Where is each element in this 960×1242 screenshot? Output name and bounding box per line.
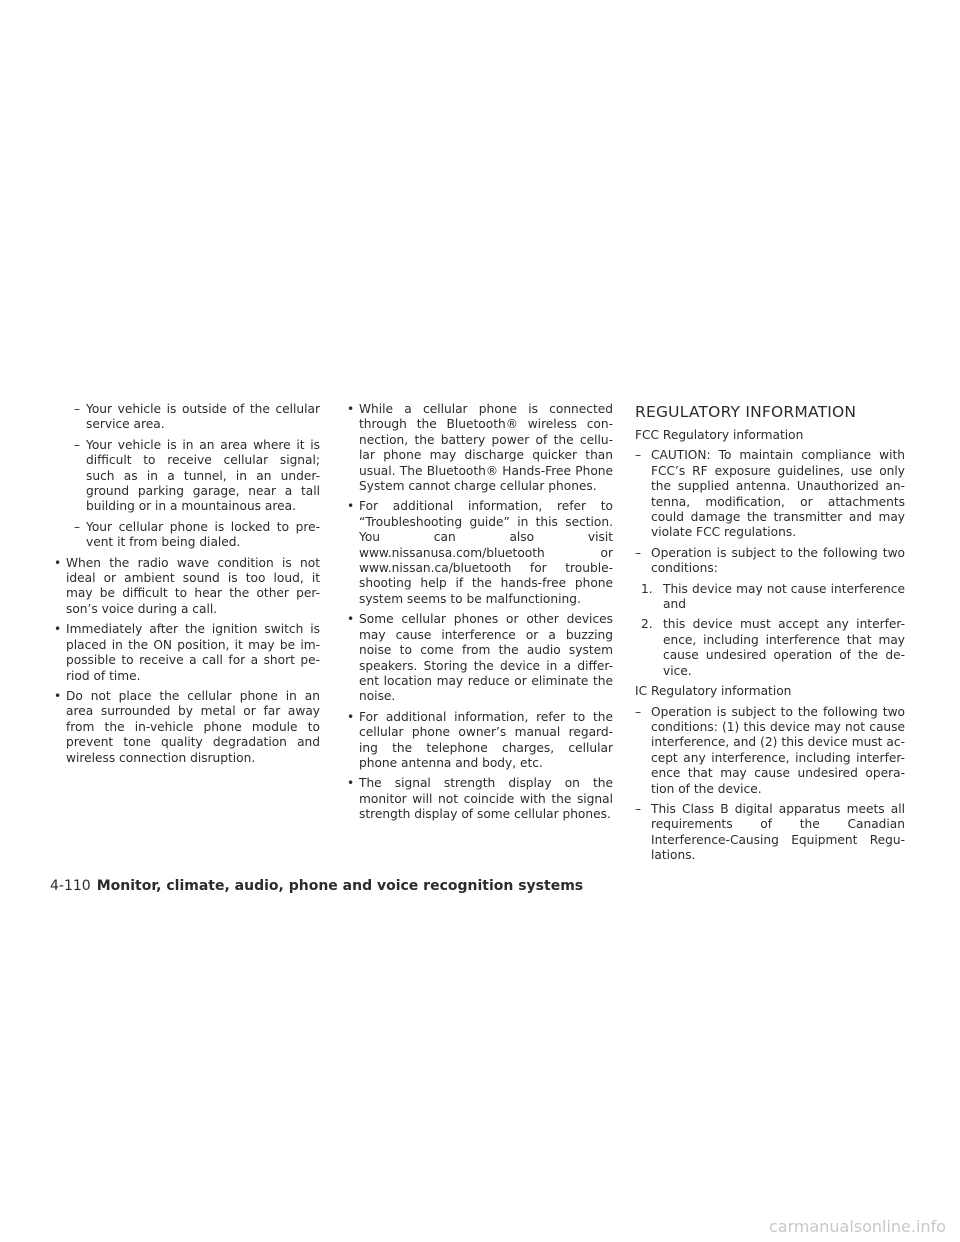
list-item-text: Your vehicle is outside of the cellular service area.	[86, 402, 320, 432]
bullet-marker: •	[54, 688, 62, 703]
list-item	[343, 776, 613, 822]
list-item-text: Immediately after the ignition switch is placed in the ON position, it may be im-possible to receive a call for a short pe-riod of time.	[66, 622, 320, 683]
list-item-text: For additional information, refer to “Troubleshooting guide” in this section. You can also visit www.nissanusa.com/bluetooth or www.nissan.ca/bluetooth for trouble-shooting help if the hands-free phone system seems to be malfunctioning.	[359, 499, 613, 606]
list-item-text: For additional information, refer to the cellular phone owner’s manual regard-ing the telephone charges, cellular phone antenna and body, etc.	[359, 709, 613, 770]
page-footer	[50, 877, 583, 895]
number-marker: 1.	[641, 581, 653, 596]
page-number: 4-110	[50, 878, 91, 894]
dash-marker: –	[635, 545, 642, 560]
bullet-marker: •	[347, 612, 355, 627]
list-item	[50, 402, 320, 433]
list-item-text: Your cellular phone is locked to pre-vent it from being dialed.	[86, 519, 320, 550]
list-item	[635, 448, 905, 540]
bullet-marker: •	[347, 499, 355, 514]
list-item-text: When the radio wave condition is not ideal or ambient sound is too loud, it may be difficult to hear the other per-son’s voice during a call.	[66, 555, 320, 616]
list-item-text: Operation is subject to the following two conditions:	[651, 545, 905, 576]
list-item-text: Your vehicle is in an area where it is difficult to receive cellular signal; such as in a tunnel, in an under-ground parking garage, near a tall building or in a mountainous area.	[86, 437, 320, 514]
list-item	[50, 556, 320, 618]
watermark: carmanualsonline.info	[768, 1217, 946, 1236]
dash-marker: –	[635, 448, 642, 463]
middle-column	[343, 402, 613, 828]
list-item	[635, 546, 905, 577]
list-item-text: Some cellular phones or other devices may cause interference or a buzzing noise to come from the audio system speakers. Storing the device in a differ-ent location may reduce or eliminate the noise.	[359, 612, 613, 704]
numbered-item	[635, 582, 905, 613]
list-item-text: this device must accept any interfer-ence, including interference that may cause undesired operation of the de-vice.	[663, 617, 905, 678]
bullet-marker: •	[54, 555, 62, 570]
list-item-text: The signal strength display on the monitor will not coincide with the signal strength display of some cellular phones.	[359, 776, 613, 822]
number-marker: 2.	[641, 617, 653, 632]
dash-marker: –	[74, 402, 81, 416]
list-item	[343, 499, 613, 607]
list-item	[635, 802, 905, 864]
list-item-text: Operation is subject to the following two conditions: (1) this device may not cause interference, and (2) this device must ac-cept any interference, including interfer-ence that may cause undesired opera-tion of the device.	[651, 704, 905, 796]
bullet-marker: •	[347, 709, 355, 724]
list-item	[50, 622, 320, 684]
list-item-text: Do not place the cellular phone in an area surrounded by metal or far away from the in-vehicle phone module to prevent tone quality degradation and wireless connection disruption.	[66, 688, 320, 765]
list-item-text: While a cellular phone is connected through the Bluetooth® wireless con-nection, the battery power of the cellu-lar phone may discharge quicker than usual. The Bluetooth® Hands-Free Phone System cannot charge cellular phones.	[359, 402, 613, 494]
list-item	[50, 520, 320, 551]
numbered-item	[635, 617, 905, 679]
bullet-marker: •	[54, 622, 62, 637]
list-item-text: CAUTION: To maintain compliance with FCC’s RF exposure guidelines, use only the supplied antenna. Unauthorized an-tenna, modification, or attachments could damage the transmitter and may violate FCC regulations.	[651, 448, 905, 540]
dash-marker: –	[635, 801, 642, 816]
ic-subheading: IC Regulatory information	[635, 684, 792, 699]
bullet-marker: •	[347, 402, 355, 416]
dash-marker: –	[635, 704, 642, 719]
list-item	[635, 705, 905, 797]
chapter-title: Monitor, climate, audio, phone and voice recognition systems	[96, 878, 584, 894]
dash-marker: –	[74, 437, 81, 452]
list-item	[50, 689, 320, 766]
left-column	[50, 402, 320, 771]
right-column	[635, 402, 905, 869]
fcc-subheading: FCC Regulatory information	[635, 428, 804, 442]
list-item	[343, 710, 613, 772]
list-item	[343, 402, 613, 494]
section-heading: REGULATORY INFORMATION	[635, 403, 857, 421]
dash-marker: –	[74, 519, 81, 534]
list-item	[343, 612, 613, 704]
list-item-text: This device may not cause interference and	[663, 581, 905, 612]
list-item-text: This Class B digital apparatus meets all requirements of the Canadian Interference-Causing Equipment Regu-lations.	[651, 801, 905, 863]
list-item	[50, 438, 320, 515]
bullet-marker: •	[347, 776, 355, 791]
